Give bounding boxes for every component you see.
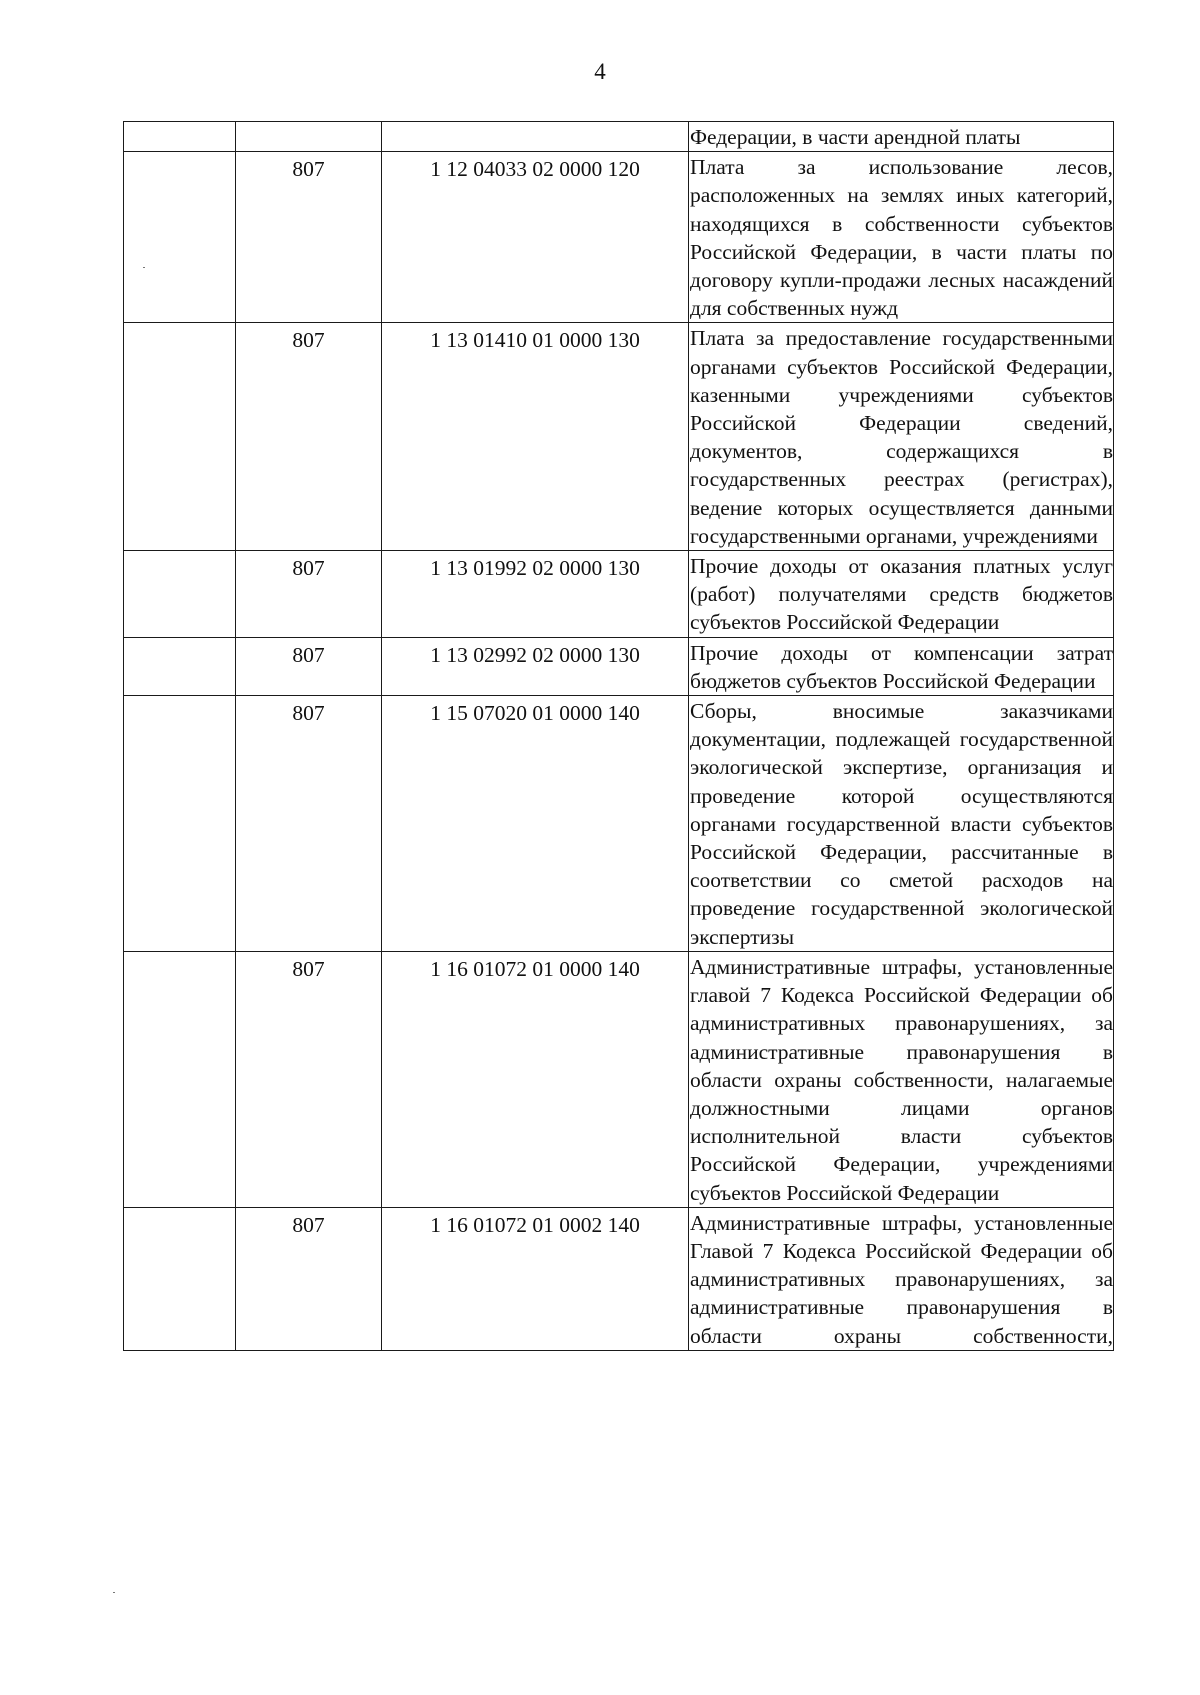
budget-classification-code-cell bbox=[382, 122, 689, 152]
empty-cell bbox=[124, 637, 236, 695]
table-row bbox=[124, 122, 1114, 152]
scan-artifact bbox=[113, 1592, 115, 1593]
admin-code-cell: 807 bbox=[236, 637, 382, 695]
revenue-description-cell: Сборы, вносимые заказчиками документации, подлежащей государственной экологической экспертизе, организация и проведение которой осуществляются органами государственной власти субъектов Российской Федерации, рассчитанные в соответствии со сметой расходов на проведение государственной экологической экспертизы bbox=[689, 696, 1114, 952]
empty-cell bbox=[124, 122, 236, 152]
empty-cell bbox=[124, 152, 236, 323]
revenue-description-cell: Плата за использование лесов, расположенных на землях иных категорий, находящихся в собственности субъектов Российской Федерации, в части платы по договору купли-продажи лесных насаждений для собственных нужд bbox=[689, 152, 1114, 323]
table-row bbox=[124, 1207, 1114, 1350]
table-row bbox=[124, 696, 1114, 952]
budget-classification-code-cell: 1 13 02992 02 0000 130 bbox=[382, 637, 689, 695]
admin-code-cell: 807 bbox=[236, 696, 382, 952]
empty-cell bbox=[124, 1207, 236, 1350]
table-row bbox=[124, 152, 1114, 323]
budget-classification-code-cell: 1 16 01072 01 0002 140 bbox=[382, 1207, 689, 1350]
empty-cell bbox=[124, 323, 236, 551]
revenue-description-cell: Федерации, в части арендной платы bbox=[689, 122, 1114, 152]
admin-code-cell: 807 bbox=[236, 152, 382, 323]
admin-code-cell: 807 bbox=[236, 1207, 382, 1350]
empty-cell bbox=[124, 951, 236, 1207]
admin-code-cell: 807 bbox=[236, 951, 382, 1207]
budget-classification-code-cell: 1 13 01992 02 0000 130 bbox=[382, 551, 689, 638]
admin-code-cell bbox=[236, 122, 382, 152]
table-row bbox=[124, 637, 1114, 695]
empty-cell bbox=[124, 696, 236, 952]
scan-artifact bbox=[143, 267, 145, 268]
budget-classification-code-cell: 1 13 01410 01 0000 130 bbox=[382, 323, 689, 551]
admin-code-cell: 807 bbox=[236, 323, 382, 551]
revenue-description-cell: Плата за предоставление государственными органами субъектов Российской Федерации, казенными учреждениями субъектов Российской Федерации сведений, документов, содержащихся в государственных реестрах (регистрах), ведение которых осуществляется данными государственными органами, учреждениями bbox=[689, 323, 1114, 551]
table-row bbox=[124, 951, 1114, 1207]
revenue-description-cell: Прочие доходы от оказания платных услуг (работ) получателями средств бюджетов субъектов Российской Федерации bbox=[689, 551, 1114, 638]
admin-code-cell: 807 bbox=[236, 551, 382, 638]
page-number: 4 bbox=[594, 59, 606, 84]
revenue-description-cell: Административные штрафы, установленные главой 7 Кодекса Российской Федерации об административных правонарушениях, за административные правонарушения в области охраны собственности, налагаемые должностными лицами органов исполнительной власти субъектов Российской Федерации, учреждениями субъектов Российской Федерации bbox=[689, 951, 1114, 1207]
table-row bbox=[124, 323, 1114, 551]
table-row bbox=[124, 551, 1114, 638]
revenue-codes-table bbox=[123, 121, 1114, 1351]
budget-classification-code-cell: 1 16 01072 01 0000 140 bbox=[382, 951, 689, 1207]
revenue-description-cell: Административные штрафы, установленные Главой 7 Кодекса Российской Федерации об административных правонарушениях, за административные правонарушения в области охраны собственности, bbox=[689, 1207, 1114, 1350]
budget-classification-code-cell: 1 12 04033 02 0000 120 bbox=[382, 152, 689, 323]
revenue-description-cell: Прочие доходы от компенсации затрат бюджетов субъектов Российской Федерации bbox=[689, 637, 1114, 695]
budget-classification-code-cell: 1 15 07020 01 0000 140 bbox=[382, 696, 689, 952]
empty-cell bbox=[124, 551, 236, 638]
